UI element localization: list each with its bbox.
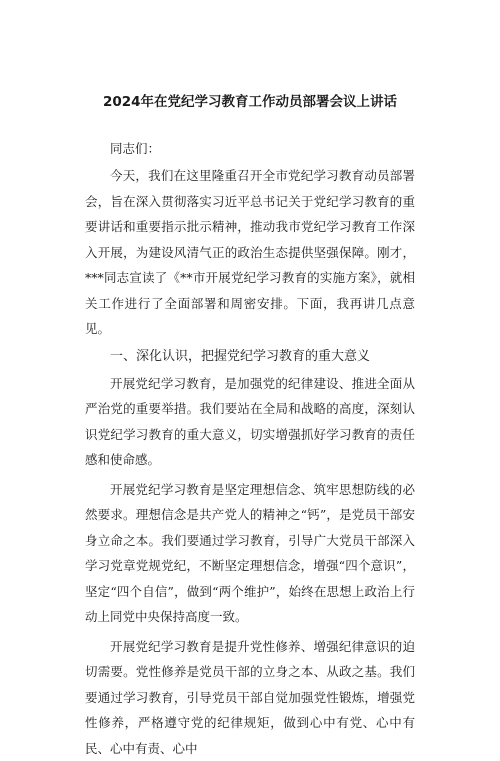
document-title: 2024年在党纪学习教育工作动员部署会议上讲话 (85, 92, 415, 112)
body-paragraph: 开展党纪学习教育是提升党性修养、增强纪律意识的迫切需要。党性修养是党员干部的立身之本、从政之基。我们要通过学习教育，引导党员干部自觉加强党性锻炼，增强党性修养，严格遵守党的纪律规矩，做到心中有党、心中有民、心中有责、心中 (85, 634, 415, 761)
section-heading-1: 一、深化认识，把握党纪学习教育的重大意义 (85, 344, 415, 369)
document-body (85, 92, 415, 761)
intro-paragraph: 今天，我们在这里隆重召开全市党纪学习教育动员部署会，旨在深入贯彻落实习近平总书记关于党纪学习教育的重要讲话和重要指示批示精神，推动我市党纪学习教育工作深入开展，为建设风清气正的政治生态提供坚强保障。刚才，***同志宣读了《**市开展党纪学习教育的实施方案》，就相关工作进行了全面部署和周密安排。下面，我再讲几点意见。 (85, 163, 415, 342)
salutation: 同志们： (85, 136, 415, 161)
body-paragraph: 开展党纪学习教育是坚定理想信念、筑牢思想防线的必然要求。理想信念是共产党人的精神之“钙”，是党员干部安身立命之本。我们要通过学习教育，引导广大党员干部深入学习党章党规党纪，不断坚定理想信念，增强“四个意识”，坚定“四个自信”，做到“两个维护”，始终在思想上政治上行动上同党中央保持高度一致。 (85, 477, 415, 630)
body-paragraph: 开展党纪学习教育，是加强党的纪律建设、推进全面从严治党的重要举措。我们要站在全局和战略的高度，深刻认识党纪学习教育的重大意义，切实增强抓好学习教育的责任感和使命感。 (85, 371, 415, 473)
